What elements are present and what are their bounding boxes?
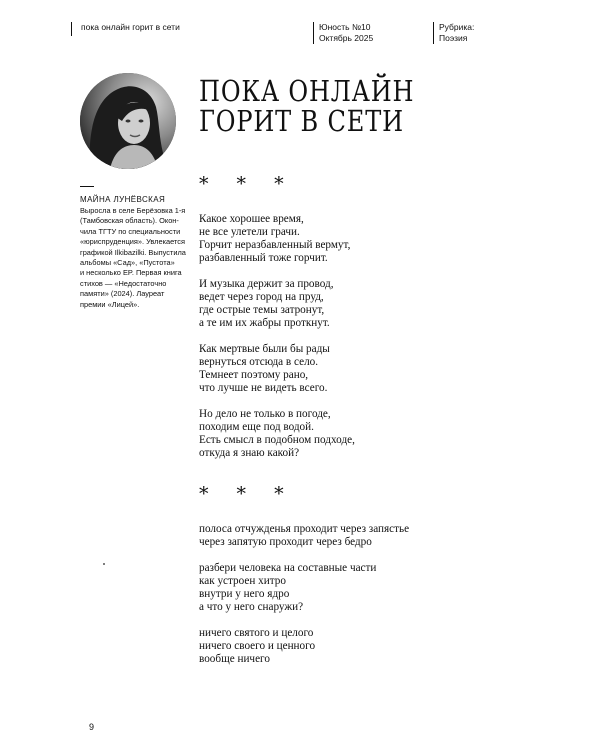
running-title: пока онлайн горит в сети bbox=[71, 22, 180, 33]
author-bio: Выросла в селе Берёзовка 1-я (Тамбовская область). Окон- чила ТГТУ по специальности «юриспруденция». Увлекается графикой Ilkibazilki. Выпустила альбомы «Сад», «Пустота» и несколько EP. Первая книга стихов — «Недостаточно памяти» (2024). Лауреат премии «Лицей». bbox=[80, 206, 186, 309]
stray-mark bbox=[103, 563, 105, 565]
poem-line: через запятую проходит через бедро bbox=[199, 536, 372, 549]
stanza bbox=[199, 278, 355, 330]
poem-line: разбери человека на составные части bbox=[199, 561, 377, 574]
poem-2 bbox=[199, 523, 409, 679]
stanza bbox=[199, 562, 409, 614]
magazine-name: Юность №10 bbox=[319, 22, 371, 32]
author-photo bbox=[80, 73, 176, 169]
poem-line: Но дело не только в погоде, bbox=[199, 407, 331, 420]
poem-line: Как мертвые были бы рады bbox=[199, 342, 330, 355]
stanza bbox=[199, 523, 409, 549]
poem-1 bbox=[199, 213, 355, 473]
author-name: МАЙНА ЛУНЁВСКАЯ bbox=[80, 195, 166, 204]
author-portrait-icon bbox=[80, 73, 176, 169]
magazine-issue bbox=[313, 22, 373, 44]
poem-line: внутри у него ядро bbox=[199, 587, 290, 600]
issue-date: Октябрь 2025 bbox=[319, 33, 374, 43]
poem-line: ведет через город на пруд, bbox=[199, 291, 324, 304]
poem-line: походим еще под водой. bbox=[199, 421, 314, 433]
poem-line: а те им их жабры проткнут. bbox=[199, 317, 330, 330]
poem-line: разбавленный тоже горчит. bbox=[199, 252, 328, 265]
header-divider bbox=[433, 22, 434, 44]
author-divider bbox=[80, 186, 94, 187]
poem-line: не все улетели грачи. bbox=[199, 226, 300, 239]
poem-line: вообще ничего bbox=[199, 652, 270, 665]
section-separator: * * * bbox=[199, 173, 295, 195]
poem-title: ПОКА ОНЛАЙН ГОРИТ В СЕТИ bbox=[199, 74, 415, 138]
poem-line: И музыка держит за провод, bbox=[199, 277, 334, 290]
poem-line: что лучше не видеть всего. bbox=[199, 382, 328, 395]
section-separator: * * * bbox=[199, 483, 295, 505]
page-number: 9 bbox=[89, 722, 95, 732]
poem-line: Какое хорошее время, bbox=[199, 213, 304, 225]
stanza bbox=[199, 343, 355, 395]
stanza bbox=[199, 408, 355, 460]
poem-line: вернуться отсюда в село. bbox=[199, 356, 319, 369]
poem-line: Темнеет поэтому рано, bbox=[199, 369, 309, 382]
section-label bbox=[433, 22, 474, 44]
poem-line: полоса отчужденья проходит через запястье bbox=[199, 523, 410, 535]
stanza bbox=[199, 627, 409, 666]
poem-line: как устроен хитро bbox=[199, 574, 286, 587]
poem-line: где острые темы затронут, bbox=[199, 304, 325, 317]
stanza bbox=[199, 213, 355, 265]
poem-line: а что у него снаружи? bbox=[199, 601, 304, 614]
poem-line: ничего святого и целого bbox=[199, 626, 314, 639]
header-divider bbox=[313, 22, 314, 44]
poem-line: откуда я знаю какой? bbox=[199, 447, 300, 460]
poem-line: ничего своего и ценного bbox=[199, 639, 316, 652]
section-name: Поэзия bbox=[439, 33, 468, 43]
poem-line: Горчит неразбавленный вермут, bbox=[199, 239, 351, 252]
section-caption: Рубрика: bbox=[439, 22, 475, 32]
poem-line: Есть смысл в подобном подходе, bbox=[199, 434, 355, 447]
header-divider bbox=[71, 22, 72, 36]
